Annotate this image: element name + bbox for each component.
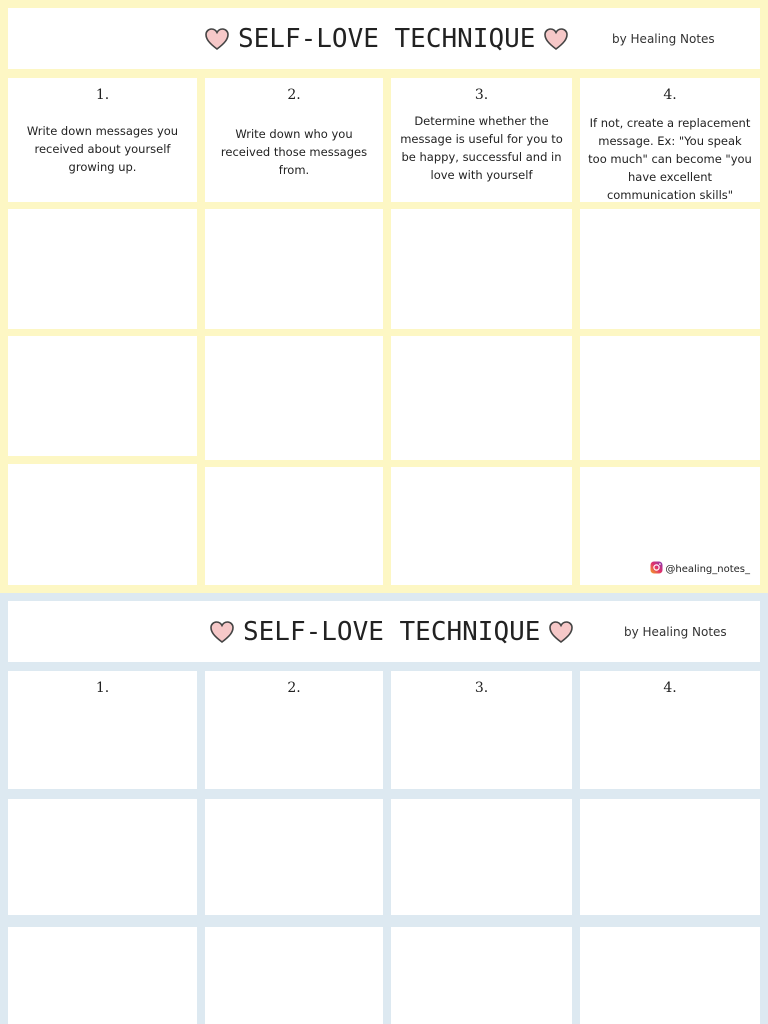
writing-cell[interactable] xyxy=(391,799,572,915)
writing-cell[interactable] xyxy=(205,927,383,1024)
step-number: 1. xyxy=(95,87,110,103)
step-number: 3. xyxy=(474,680,489,696)
writing-cell[interactable] xyxy=(205,799,383,915)
byline: by Healing Notes xyxy=(612,32,715,46)
writing-cell[interactable] xyxy=(391,467,572,585)
title-group xyxy=(209,601,574,662)
writing-cell[interactable] xyxy=(391,927,572,1024)
step-description: If not, create a replacement message. Ex: "You speak too much" can become "you have excellent communication skills" xyxy=(588,116,752,202)
writing-cell[interactable] xyxy=(580,209,760,329)
heart-icon xyxy=(209,620,235,644)
writing-cell[interactable] xyxy=(391,209,572,329)
step-number: 4. xyxy=(663,87,677,103)
column-header-3 xyxy=(391,671,572,789)
step-number: 4. xyxy=(663,680,677,696)
instagram-handle-text: @healing_notes_ xyxy=(665,563,750,575)
column-header-2 xyxy=(205,78,383,202)
column-header-1 xyxy=(8,671,197,789)
writing-cell[interactable] xyxy=(8,336,197,456)
heart-icon xyxy=(543,27,569,51)
column-header-4 xyxy=(580,78,760,202)
writing-cell[interactable] xyxy=(205,336,383,460)
step-number: 3. xyxy=(474,87,489,103)
worksheet-header xyxy=(8,8,760,69)
writing-cell[interactable] xyxy=(205,467,383,585)
step-number: 2. xyxy=(287,87,301,103)
instagram-handle[interactable] xyxy=(650,561,750,577)
writing-cell[interactable] xyxy=(8,464,197,585)
column-header-4 xyxy=(580,671,760,789)
column-header-1 xyxy=(8,78,197,202)
step-number: 1. xyxy=(95,680,110,696)
instagram-icon xyxy=(650,561,663,577)
heart-icon xyxy=(204,27,230,51)
byline: by Healing Notes xyxy=(624,625,727,639)
title-group xyxy=(204,8,569,69)
worksheet-header xyxy=(8,601,760,662)
step-description: Write down messages you received about yourself growing up. xyxy=(26,124,179,174)
column-header-2 xyxy=(205,671,383,789)
writing-cell[interactable] xyxy=(8,209,197,329)
writing-cell[interactable] xyxy=(580,799,760,915)
worksheet-blue xyxy=(0,593,768,1024)
writing-cell[interactable] xyxy=(580,336,760,460)
step-number: 2. xyxy=(287,680,301,696)
writing-cell[interactable] xyxy=(205,209,383,329)
writing-cell[interactable] xyxy=(8,927,197,1024)
column-header-3 xyxy=(391,78,572,202)
writing-cell[interactable] xyxy=(580,927,760,1024)
writing-cell[interactable] xyxy=(8,799,197,915)
page-title: SELF-LOVE TECHNIQUE xyxy=(238,23,536,54)
step-description: Determine whether the message is useful for you to be happy, successful and in love with yourself xyxy=(400,114,563,182)
step-description: Write down who you received those messages from. xyxy=(220,127,368,177)
writing-cell[interactable] xyxy=(391,336,572,460)
heart-icon xyxy=(548,620,574,644)
page-title: SELF-LOVE TECHNIQUE xyxy=(243,616,541,647)
writing-cell[interactable] xyxy=(580,467,760,585)
